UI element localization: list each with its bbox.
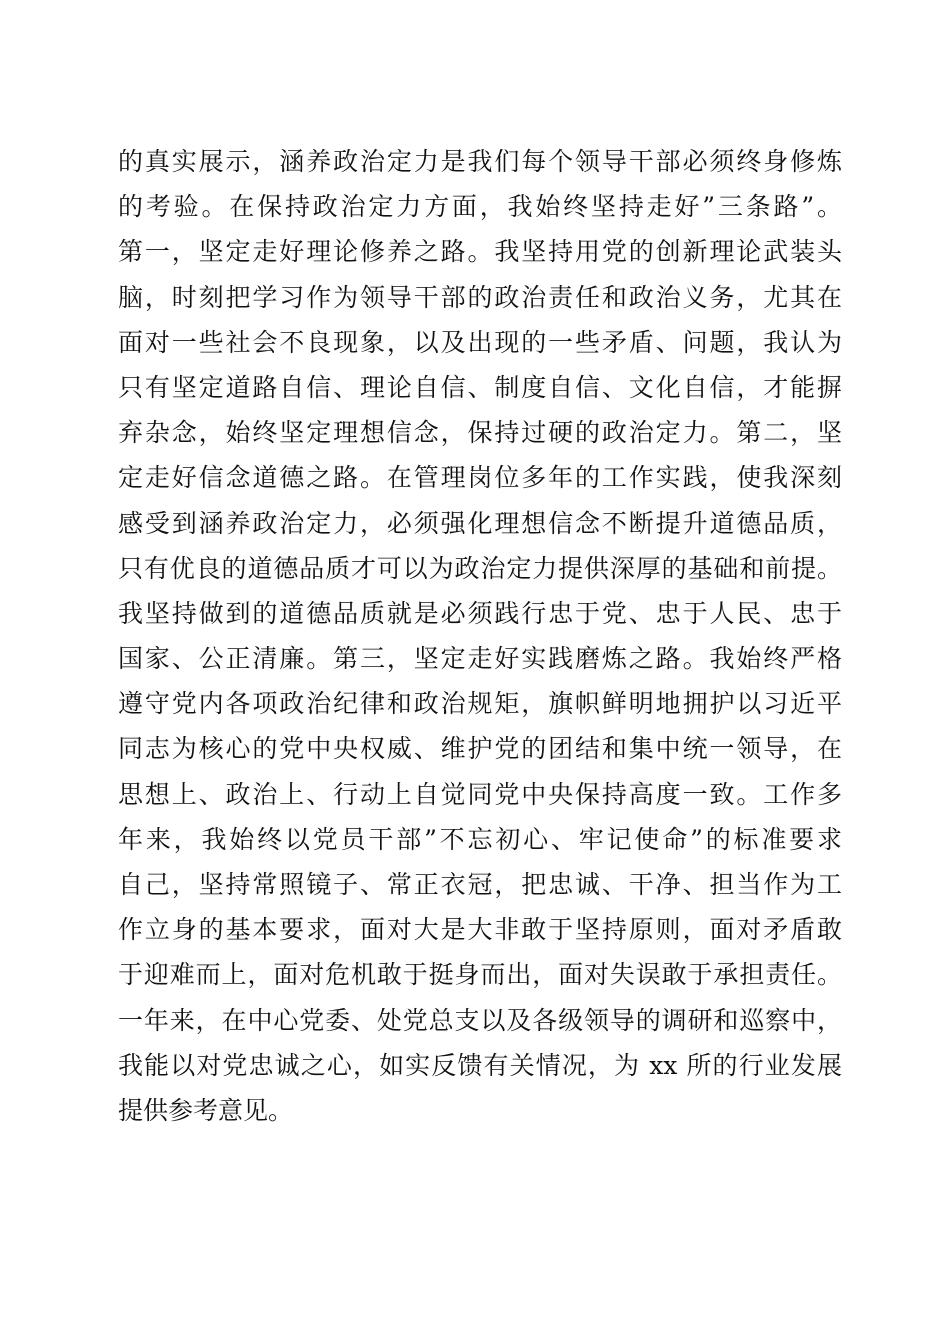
body-paragraph (118, 139, 842, 1133)
text-line: 的真实展示，涵养政治定力是我们每个领导干部必须终身修炼 (118, 147, 842, 176)
text-line: 弃杂念，始终坚定理想信念，保持过硬的政治定力。第二，坚 (118, 418, 842, 448)
text-line: 第一，坚定走好理论修养之路。我坚持用党的创新理论武装头 (118, 237, 842, 267)
text-line: 自己，坚持常照镜子、常正衣冠，把忠诚、干净、担当作为工 (118, 870, 842, 899)
text-line: 的考验。在保持政治定力方面，我始终坚持走好”三条路”。 (118, 192, 842, 222)
text-line: 我坚持做到的道德品质就是必须践行忠于党、忠于人民、忠于 (118, 598, 842, 628)
text-line: 一年来，在中心党委、处党总支以及各级领导的调研和巡察中， (118, 1005, 842, 1035)
text-line: 提供参考意见。 (118, 1095, 294, 1125)
text-line: 我能以对党忠诚之心，如实反馈有关情况，为 xx 所的行业发展 (118, 1050, 842, 1080)
text-line: 定走好信念道德之路。在管理岗位多年的工作实践，使我深刻 (118, 463, 842, 493)
text-line: 只有坚定道路自信、理论自信、制度自信、文化自信，才能摒 (118, 372, 842, 402)
text-line: 同志为核心的党中央权威、维护党的团结和集中统一领导，在 (118, 734, 842, 764)
text-line: 思想上、政治上、行动上自觉同党中央保持高度一致。工作多 (118, 779, 842, 809)
text-line: 国家、公正清廉。第三，坚定走好实践磨炼之路。我始终严格 (118, 644, 842, 674)
text-line: 于迎难而上，面对危机敢于挺身而出，面对失误敢于承担责任。 (118, 960, 842, 990)
text-line: 作立身的基本要求，面对大是大非敢于坚持原则，面对矛盾敢 (118, 915, 842, 945)
text-line: 脑，时刻把学习作为领导干部的政治责任和政治义务，尤其在 (118, 282, 842, 312)
text-line: 年来，我始终以党员干部”不忘初心、牢记使命”的标准要求 (118, 824, 842, 854)
text-line: 感受到涵养政治定力，必须强化理想信念不断提升道德品质， (118, 508, 842, 538)
text-line: 遵守党内各项政治纪律和政治规矩，旗帜鲜明地拥护以习近平 (118, 689, 842, 719)
text-line: 面对一些社会不良现象，以及出现的一些矛盾、问题，我认为 (118, 327, 842, 357)
text-line: 只有优良的道德品质才可以为政治定力提供深厚的基础和前提。 (118, 553, 842, 583)
